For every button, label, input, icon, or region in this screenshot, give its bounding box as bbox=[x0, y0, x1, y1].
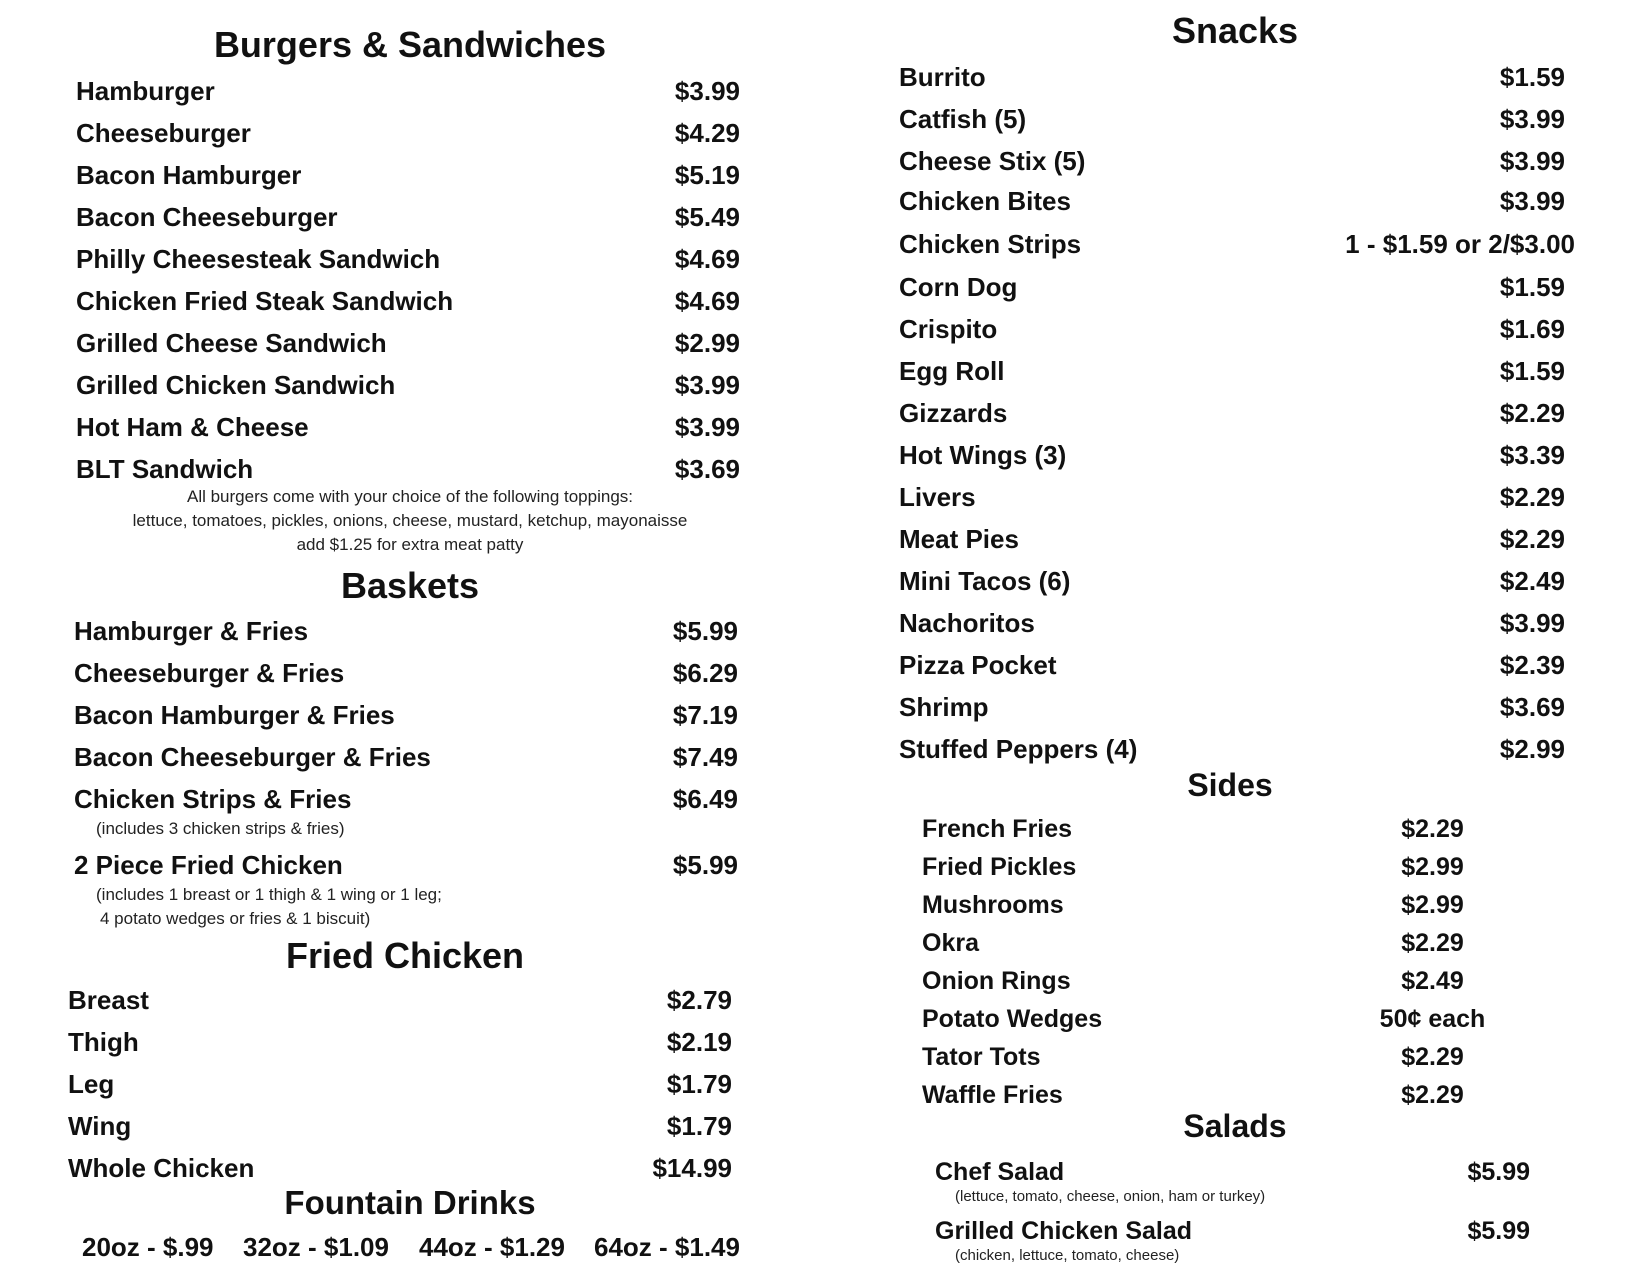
menu-item-price: $3.99 bbox=[674, 370, 740, 400]
menu-item-price: $7.19 bbox=[672, 700, 738, 730]
baskets-title: Baskets bbox=[340, 565, 480, 606]
menu-item-price: $5.99 bbox=[672, 850, 738, 880]
menu-item-price: $4.69 bbox=[674, 244, 740, 274]
menu-item-price: 1 - $1.59 or 2/$3.00 bbox=[1345, 229, 1575, 259]
menu-item-price: $3.99 bbox=[674, 76, 740, 106]
menu-item-name: Bacon Hamburger bbox=[76, 160, 302, 190]
menu-item-name: Fried Pickles bbox=[922, 853, 1077, 881]
menu-item-price: $2.29 bbox=[1401, 929, 1464, 957]
menu-item-price: $6.29 bbox=[672, 658, 738, 688]
menu-item-price: $5.99 bbox=[1467, 1217, 1530, 1245]
toppings-note: All burgers come with your choice of the following toppings: bbox=[186, 487, 633, 506]
menu-item-name: Onion Rings bbox=[922, 967, 1071, 995]
menu-item-name: Hot Wings (3) bbox=[899, 440, 1067, 470]
menu-item-name: Cheeseburger & Fries bbox=[74, 658, 345, 688]
menu-item-price: $2.79 bbox=[666, 985, 732, 1015]
menu-item-price: $2.29 bbox=[1499, 398, 1565, 428]
menu-item-name: Bacon Cheeseburger bbox=[76, 202, 338, 232]
menu-item-name: Grilled Chicken Salad bbox=[935, 1217, 1193, 1245]
item-note: (chicken, lettuce, tomato, cheese) bbox=[955, 1247, 1180, 1264]
menu-item-name: Chicken Strips & Fries bbox=[74, 784, 352, 814]
drink-size: 44oz - $1.29 bbox=[419, 1232, 565, 1262]
menu-item-name: Cheese Stix (5) bbox=[899, 146, 1086, 176]
menu-item-price: $3.39 bbox=[1499, 440, 1565, 470]
menu-item-price: $2.49 bbox=[1499, 566, 1565, 596]
menu-item-name: Chef Salad bbox=[935, 1158, 1065, 1186]
menu-item-price: $2.29 bbox=[1499, 482, 1565, 512]
menu-item-name: Stuffed Peppers (4) bbox=[899, 734, 1138, 764]
menu-item-name: Nachoritos bbox=[899, 608, 1035, 638]
menu-item-name: Whole Chicken bbox=[68, 1153, 255, 1183]
menu-item-name: Mini Tacos (6) bbox=[899, 566, 1071, 596]
menu-item-name: Corn Dog bbox=[899, 272, 1018, 302]
menu-item-price: $2.29 bbox=[1499, 524, 1565, 554]
menu-item-price: $2.99 bbox=[1401, 853, 1464, 881]
menu-item-price: $3.99 bbox=[1499, 186, 1565, 216]
menu-item-name: Potato Wedges bbox=[922, 1005, 1103, 1033]
menu-item-price: $2.29 bbox=[1401, 1081, 1464, 1109]
menu-item-price: $5.99 bbox=[672, 616, 738, 646]
menu-item-price: $2.29 bbox=[1401, 1043, 1464, 1071]
menu-item-name: Grilled Cheese Sandwich bbox=[76, 328, 387, 358]
menu-item-price: $1.59 bbox=[1499, 62, 1565, 92]
fried-chicken-title: Fried Chicken bbox=[285, 935, 525, 976]
menu-item-name: Okra bbox=[922, 929, 979, 957]
item-note: (includes 3 chicken strips & fries) bbox=[96, 819, 345, 838]
menu-item-name: Chicken Fried Steak Sandwich bbox=[76, 286, 454, 316]
menu-item-price: $1.59 bbox=[1499, 272, 1565, 302]
item-note: (lettuce, tomato, cheese, onion, ham or turkey) bbox=[955, 1188, 1266, 1205]
item-note: 4 potato wedges or fries & 1 biscuit) bbox=[100, 909, 371, 928]
drink-size: 32oz - $1.09 bbox=[243, 1232, 389, 1262]
menu-item-name: Shrimp bbox=[899, 692, 989, 722]
menu-item-name: Hamburger & Fries bbox=[74, 616, 309, 646]
menu-item-price: $5.49 bbox=[674, 202, 740, 232]
snacks-title: Snacks bbox=[1171, 10, 1299, 51]
item-note: (includes 1 breast or 1 thigh & 1 wing or 1 leg; bbox=[96, 885, 442, 904]
menu-item-price: $6.49 bbox=[672, 784, 738, 814]
menu-item-name: Hot Ham & Cheese bbox=[76, 412, 309, 442]
menu-item-price: $3.99 bbox=[674, 412, 740, 442]
toppings-note: lettuce, tomatoes, pickles, onions, cheese, mustard, ketchup, mayonaisse bbox=[132, 511, 688, 530]
drink-size: 20oz - $.99 bbox=[82, 1232, 214, 1262]
menu-item-price: 50¢ each bbox=[1379, 1005, 1486, 1033]
menu-item-name: Hamburger bbox=[76, 76, 215, 106]
menu-item-price: $2.99 bbox=[1401, 891, 1464, 919]
menu-item-name: 2 Piece Fried Chicken bbox=[74, 850, 343, 880]
drink-size: 64oz - $1.49 bbox=[594, 1232, 740, 1262]
menu-item-name: Tator Tots bbox=[922, 1043, 1041, 1071]
menu-item-name: Cheeseburger bbox=[76, 118, 251, 148]
menu-item-price: $14.99 bbox=[652, 1153, 732, 1183]
menu-item-price: $5.19 bbox=[674, 160, 740, 190]
menu-item-price: $2.29 bbox=[1401, 815, 1464, 843]
menu-item-name: Meat Pies bbox=[899, 524, 1019, 554]
menu-item-name: Grilled Chicken Sandwich bbox=[76, 370, 396, 400]
menu-item-name: Thigh bbox=[68, 1027, 139, 1057]
menu-item-price: $3.99 bbox=[1499, 104, 1565, 134]
burgers-title: Burgers & Sandwiches bbox=[213, 24, 607, 65]
menu-item-name: Chicken Bites bbox=[899, 186, 1071, 216]
menu-item-name: Gizzards bbox=[899, 398, 1008, 428]
menu-item-price: $3.69 bbox=[1499, 692, 1565, 722]
menu-item-name: Pizza Pocket bbox=[899, 650, 1057, 680]
menu-item-name: Egg Roll bbox=[899, 356, 1005, 386]
menu-item-price: $2.49 bbox=[1401, 967, 1464, 995]
menu-item-price: $3.99 bbox=[1499, 146, 1565, 176]
menu-item-name: Breast bbox=[68, 985, 149, 1015]
menu-item-name: Catfish (5) bbox=[899, 104, 1027, 134]
menu-item-name: BLT Sandwich bbox=[76, 454, 254, 484]
menu-item-price: $1.79 bbox=[666, 1069, 732, 1099]
menu-item-name: Crispito bbox=[899, 314, 998, 344]
menu-item-price: $2.19 bbox=[666, 1027, 732, 1057]
menu-item-name: Philly Cheesesteak Sandwich bbox=[76, 244, 441, 274]
menu-item-price: $1.79 bbox=[666, 1111, 732, 1141]
menu-item-price: $1.69 bbox=[1499, 314, 1565, 344]
salads-title: Salads bbox=[1183, 1108, 1287, 1144]
menu-item-name: Waffle Fries bbox=[922, 1081, 1063, 1109]
menu-item-name: Burrito bbox=[899, 62, 986, 92]
menu-item-name: Bacon Cheeseburger & Fries bbox=[74, 742, 431, 772]
menu-item-price: $7.49 bbox=[672, 742, 738, 772]
fountain-drinks-title: Fountain Drinks bbox=[284, 1184, 536, 1221]
menu-item-price: $1.59 bbox=[1499, 356, 1565, 386]
menu-item-price: $2.99 bbox=[674, 328, 740, 358]
toppings-note: add $1.25 for extra meat patty bbox=[296, 535, 524, 554]
menu-item-price: $2.39 bbox=[1499, 650, 1565, 680]
menu-item-price: $4.29 bbox=[674, 118, 740, 148]
menu-item-name: Livers bbox=[899, 482, 976, 512]
menu-item-name: Wing bbox=[68, 1111, 132, 1141]
menu-item-name: Bacon Hamburger & Fries bbox=[74, 700, 395, 730]
menu-item-price: $3.69 bbox=[674, 454, 740, 484]
menu-item-name: Leg bbox=[68, 1069, 115, 1099]
menu-item-price: $5.99 bbox=[1467, 1158, 1530, 1186]
menu-item-name: Chicken Strips bbox=[899, 229, 1082, 259]
menu-item-price: $4.69 bbox=[674, 286, 740, 316]
menu-item-name: Mushrooms bbox=[922, 891, 1064, 919]
menu-item-price: $2.99 bbox=[1499, 734, 1565, 764]
menu-item-name: French Fries bbox=[922, 815, 1073, 843]
menu-item-price: $3.99 bbox=[1499, 608, 1565, 638]
sides-title: Sides bbox=[1187, 767, 1273, 803]
